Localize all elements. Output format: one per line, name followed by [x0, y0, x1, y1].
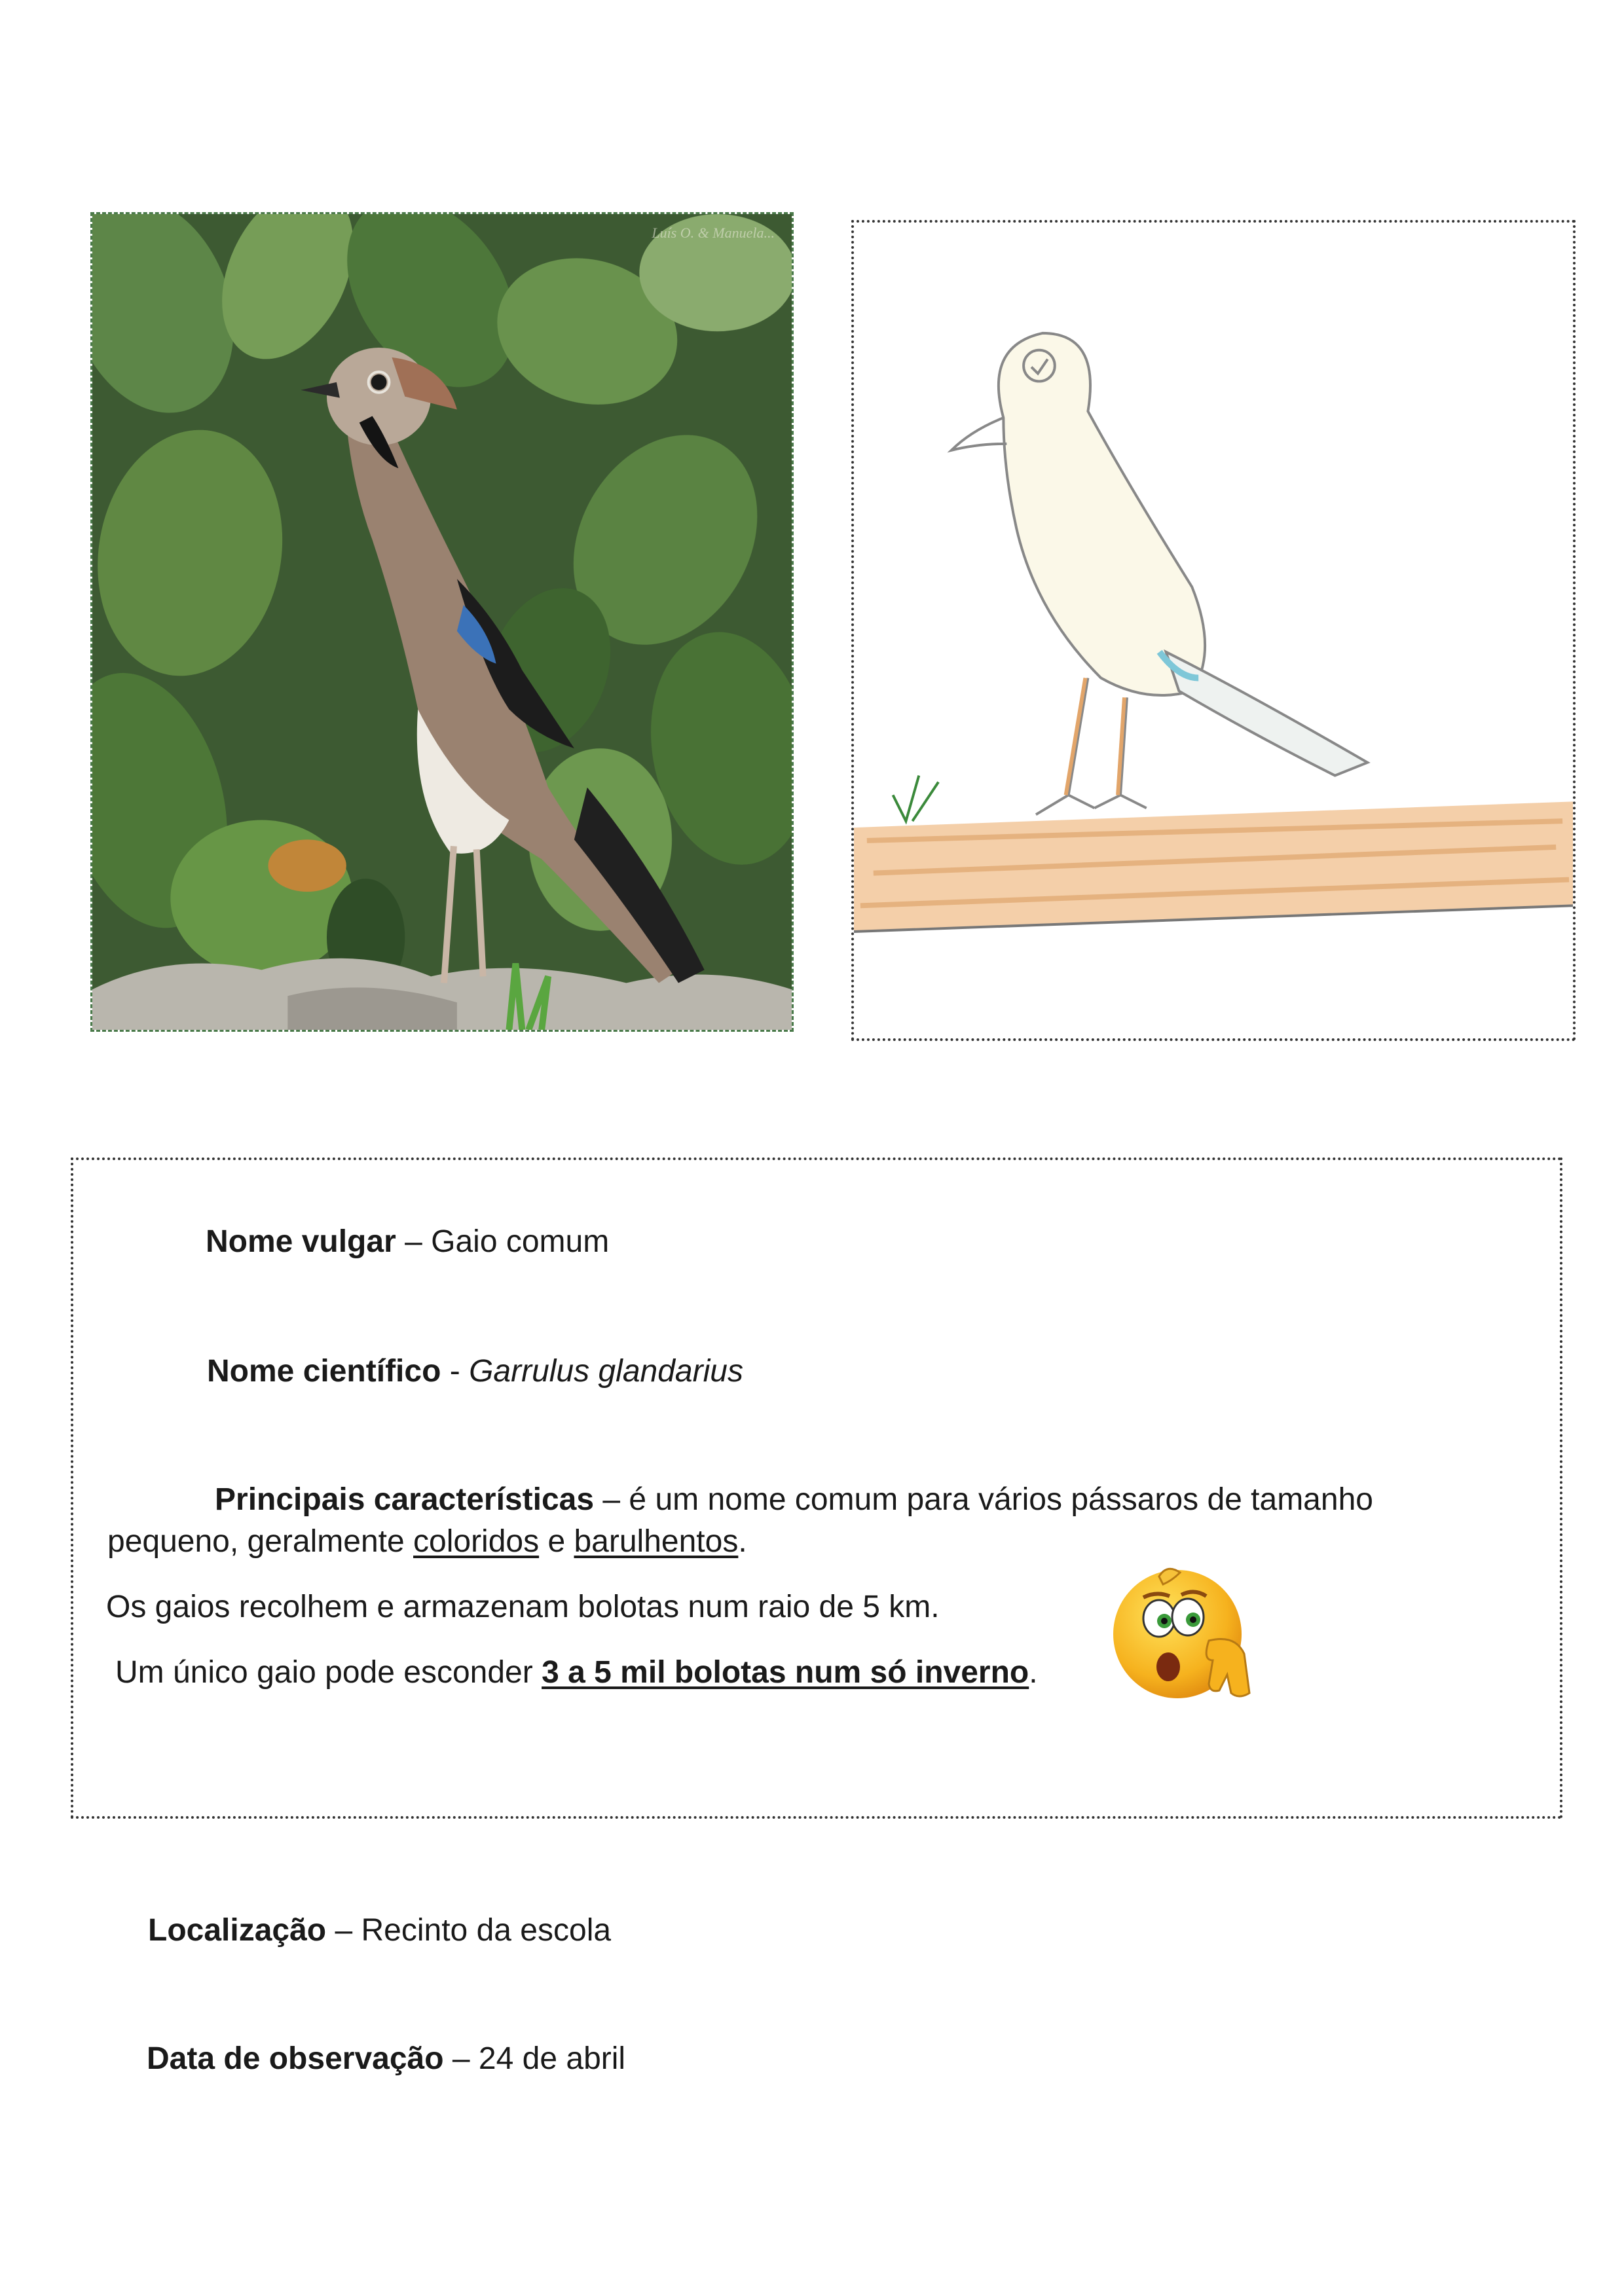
observation-date-separator: –: [443, 2041, 479, 2076]
location-separator: –: [326, 1913, 361, 1948]
scientific-name-value: Garrulus glandarius: [469, 1354, 743, 1389]
characteristics-separator: –: [594, 1482, 629, 1517]
drawing-image: [854, 223, 1573, 1038]
fact-2-highlight: 3 a 5 mil bolotas num só inverno: [542, 1655, 1029, 1690]
bird-drawing: [851, 220, 1576, 1041]
bird-photo: [90, 212, 794, 1032]
characteristics-label: Principais características: [215, 1482, 595, 1517]
characteristics-line-1: [215, 1481, 1373, 1519]
common-name-label: Nome vulgar: [206, 1224, 396, 1259]
characteristics-text-1: é um nome comum para vários pássaros de tamanho: [629, 1482, 1373, 1517]
scientific-name-line: [207, 1353, 743, 1391]
scientific-name-separator: -: [441, 1354, 470, 1389]
characteristics-word-coloridos: coloridos: [413, 1524, 540, 1559]
fact-2-start: Um único gaio pode esconder: [115, 1655, 542, 1690]
jay-photo-image: [92, 214, 792, 1030]
observation-date-line: [147, 2040, 625, 2078]
photo-credit: Luís O. & Manuela...: [652, 225, 775, 241]
observation-date-label: Data de observação: [147, 2041, 444, 2076]
location-value: Recinto da escola: [361, 1913, 612, 1948]
fact-2-line: [115, 1654, 1038, 1692]
location-label: Localização: [148, 1913, 327, 1948]
surprised-thinking-face-icon: [1104, 1562, 1261, 1707]
characteristics-text-2c: .: [738, 1524, 747, 1559]
fact-1: Os gaios recolhem e armazenam bolotas num raio de 5 km.: [106, 1590, 940, 1624]
characteristics-text-2b: e: [539, 1524, 574, 1559]
common-name-separator: –: [396, 1224, 432, 1259]
characteristics-text-2a: pequeno, geralmente: [107, 1524, 414, 1559]
fact-2-end: .: [1029, 1655, 1038, 1690]
location-line: [148, 1912, 611, 1950]
characteristics-word-barulhentos: barulhentos: [574, 1524, 739, 1559]
common-name-line: [206, 1223, 609, 1261]
fact-1-line: [106, 1588, 940, 1626]
scientific-name-label: Nome científico: [207, 1354, 441, 1389]
observation-date-value: 24 de abril: [478, 2041, 626, 2076]
characteristics-line-2: [107, 1523, 747, 1561]
common-name-value: Gaio comum: [431, 1224, 610, 1259]
